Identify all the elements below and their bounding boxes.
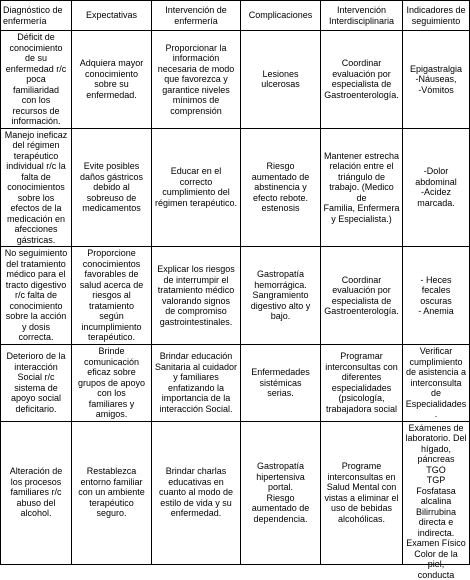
cell-indicadores xyxy=(403,128,470,247)
cell-indicadores xyxy=(403,421,470,564)
cell-complicaciones xyxy=(241,31,321,129)
cell-interdisciplinaria xyxy=(321,31,403,129)
header-intervencion-label: Intervención de enfermería xyxy=(154,5,238,26)
header-row xyxy=(1,1,470,31)
cell-interdisciplinaria-text: Coordinar evaluación por especialista de Gastroenterología. xyxy=(323,58,400,100)
cell-interdisciplinaria-text: Coordinar evaluación por especialista de Gastroenterología. xyxy=(323,275,400,317)
cell-intervencion xyxy=(152,421,241,564)
cell-interdisciplinaria-text: Programar interconsultas con diferentes especialidades (psicología, trabajadora social xyxy=(323,351,400,414)
cell-interdisciplinaria-text: Programe interconsultas en Salud Mental con vistas a eliminar el uso de bebidas alcohólicas. xyxy=(323,461,400,524)
cell-interdisciplinaria xyxy=(321,128,403,247)
cell-diagnostico xyxy=(1,31,72,129)
header-indicadores xyxy=(403,1,470,31)
cell-complicaciones xyxy=(241,345,321,422)
header-interdisciplinaria xyxy=(321,1,403,31)
cell-complicaciones-text: Enfermedades sistémicas serias. xyxy=(243,367,318,399)
cell-indicadores xyxy=(403,345,470,422)
cell-complicaciones xyxy=(241,128,321,247)
cell-intervencion xyxy=(152,247,241,345)
cell-indicadores-text: Verificar cumplimiento de asistencia a interconsulta de Especialidades. xyxy=(405,346,467,420)
cell-intervencion xyxy=(152,345,241,422)
cell-diagnostico-text: No seguimiento del tratamiento médico para el tracto digestivo r/c falta de conocimiento sobre la acción y dosis correcta. xyxy=(3,248,69,343)
cell-interdisciplinaria xyxy=(321,345,403,422)
table-row xyxy=(1,247,470,345)
header-diagnostico xyxy=(1,1,72,31)
cell-complicaciones xyxy=(241,421,321,564)
cell-intervencion xyxy=(152,31,241,129)
cell-diagnostico-text: Alteración de los procesos familiares r/c abuso del alcohol. xyxy=(3,466,69,519)
cell-diagnostico-text: Deterioro de la interacción Social r/c sistema de apoyo social deficitario. xyxy=(3,351,69,414)
cell-complicaciones-text: Gastropatía hipertensiva portal. Riesgo aumentado de dependencia. xyxy=(243,461,318,524)
cell-expectativas xyxy=(72,31,152,129)
cell-expectativas-text: Restablezca entorno familiar con un ambiente terapéutico seguro. xyxy=(74,466,149,519)
cell-interdisciplinaria xyxy=(321,421,403,564)
header-complicaciones-label: Complicaciones xyxy=(243,10,318,21)
cell-expectativas xyxy=(72,128,152,247)
table-row xyxy=(1,345,470,422)
header-intervencion xyxy=(152,1,241,31)
cell-indicadores-text: Exámenes de laboratorio. Del hígado, páncreas TGO TGP Fosfatasa alcalina Bilirrubina directa e indirecta. Examen Físico Color de la piel, conducta xyxy=(405,423,467,580)
header-indicadores-label: Indicadores de seguimiento xyxy=(405,5,467,26)
table-row xyxy=(1,31,470,129)
header-diagnostico-label: Diagnóstico de enfermería xyxy=(3,5,69,26)
cell-complicaciones xyxy=(241,247,321,345)
cell-expectativas xyxy=(72,345,152,422)
cell-expectativas xyxy=(72,421,152,564)
cell-intervencion-text: Brindar charlas educativas en cuanto al modo de estilo de vida y su enfermedad. xyxy=(154,466,238,519)
cell-indicadores xyxy=(403,247,470,345)
cell-diagnostico-text: Manejo ineficaz del régimen terapéutico individual r/c la falta de conocimientos sobre los efectos de la medicación en afecciones gástricas. xyxy=(3,130,69,246)
cell-intervencion-text: Educar en el correcto cumplimiento del régimen terapéutico. xyxy=(154,166,238,208)
cell-complicaciones-text: Lesiones ulcerosas xyxy=(243,69,318,90)
cell-diagnostico xyxy=(1,345,72,422)
cell-indicadores-text: - Heces fecales oscuras - Anemia xyxy=(405,275,467,317)
cell-diagnostico-text: Déficit de conocimiento de su enfermedad r/c poca familiaridad con los recursos de información. xyxy=(3,32,69,127)
header-complicaciones xyxy=(241,1,321,31)
cell-complicaciones-text: Riesgo aumentado de abstinencia y efecto rebote. estenosis xyxy=(243,161,318,214)
header-expectativas xyxy=(72,1,152,31)
cell-diagnostico xyxy=(1,421,72,564)
cell-intervencion xyxy=(152,128,241,247)
cell-intervencion-text: Explicar los riesgos de interrumpir el tratamiento médico valorando signos de compromiso gastrointestinales. xyxy=(154,264,238,327)
cell-expectativas-text: Adquiera mayor conocimiento sobre su enfermedad. xyxy=(74,58,149,100)
cell-indicadores xyxy=(403,31,470,129)
cell-interdisciplinaria-text: Mantener estrecha relación entre el triángulo de trabajo. (Medico de Familia, Enfermera y Especialista.) xyxy=(323,151,400,225)
cell-indicadores-text: -Dolor abdominal -Acidez marcada. xyxy=(405,166,467,208)
cell-complicaciones-text: Gastropatía hemorrágica. Sangramiento digestivo alto y bajo. xyxy=(243,269,318,322)
cell-expectativas-text: Evite posibles daños gástricos debido al sobreuso de medicamentos xyxy=(74,161,149,214)
table-row xyxy=(1,128,470,247)
cell-expectativas-text: Brinde comunicación eficaz sobre grupos de apoyo con los familiares y amigos. xyxy=(74,346,149,420)
cell-diagnostico xyxy=(1,247,72,345)
table-row xyxy=(1,421,470,564)
cell-interdisciplinaria xyxy=(321,247,403,345)
cell-intervencion-text: Brindar educación Sanitaria al cuidador y familiares enfatizando la importancia de la interacción Social. xyxy=(154,351,238,414)
cell-expectativas xyxy=(72,247,152,345)
cell-intervencion-text: Proporcionar la información necesaria de modo que favorezca y garantice niveles mínimos de comprensión xyxy=(154,43,238,117)
cell-diagnostico xyxy=(1,128,72,247)
header-expectativas-label: Expectativas xyxy=(74,10,149,21)
header-interdisciplinaria-label: Intervención Interdisciplinaria xyxy=(323,5,400,26)
cell-expectativas-text: Proporcione conocimientos favorables de salud acerca de riesgos al tratamiento según incumplimiento terapéutico. xyxy=(74,248,149,343)
cell-indicadores-text: Epigastralgia -Náuseas, -Vómitos xyxy=(405,64,467,96)
